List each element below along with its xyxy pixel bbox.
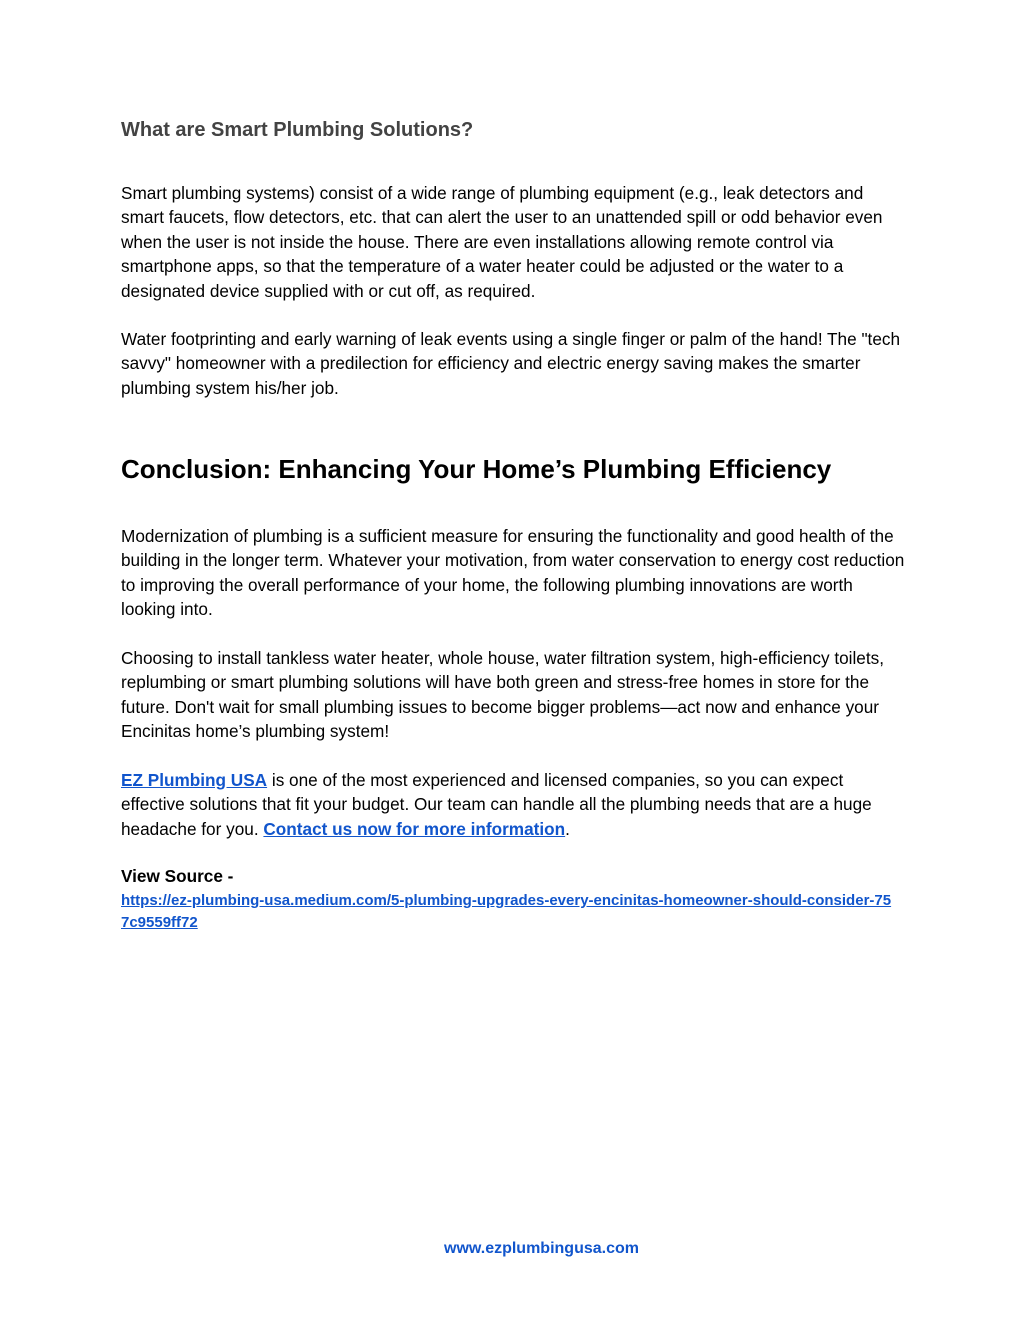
conclusion-paragraph-3 [121, 768, 911, 841]
conclusion-paragraph-2: Choosing to install tankless water heater, whole house, water filtration system, high-efficiency toilets, replumbing or smart plumbing solutions will have both green and stress-free homes in store for the future. Don't wait for small plumbing issues to become bigger problems—act now and enhance your Encinitas home’s plumbing system! [121, 648, 884, 742]
source-url-link[interactable]: https://ez-plumbing-usa.medium.com/5-plumbing-upgrades-every-encinitas-homeowner-should-consider-757c9559ff72 [121, 892, 892, 931]
company-link[interactable]: EZ Plumbing USA [121, 770, 268, 790]
conclusion-paragraph-1: Modernization of plumbing is a sufficient measure for ensuring the functionality and good health of the building in the longer term. Whatever your motivation, from water conservation to energy cost reduction to improving the overall performance of your home, the following plumbing innovations are worth looking into. [121, 526, 905, 620]
conclusion-heading: Conclusion: Enhancing Your Home’s Plumbing Efficiency [121, 454, 832, 484]
smart-plumbing-heading: What are Smart Plumbing Solutions? [121, 119, 474, 141]
smart-plumbing-paragraph-2: Water footprinting and early warning of leak events using a single finger or palm of the hand! The "tech savvy" homeowner with a predilection for efficiency and electric energy saving makes the smarter plumbing system his/her job. [121, 329, 901, 398]
contact-link[interactable]: Contact us now for more information [263, 818, 566, 839]
company-description: is one of the most experienced and licensed companies, so you can expect effective solutions that fit your budget. Our team can handle all the plumbing needs that are a huge headache for you. [121, 770, 872, 839]
smart-plumbing-paragraph-1: Smart plumbing systems) consist of a wide range of plumbing equipment (e.g., leak detectors and smart faucets, flow detectors, etc. that can alert the user to an unattended spill or odd behavior even when the user is not inside the house. There are even installations allowing remote control via smartphone apps, so that the temperature of a water heater could be adjusted or the water to a designated device supplied with or cut off, as required. [121, 183, 883, 301]
footer-website-link[interactable]: www.ezplumbingusa.com [444, 1240, 639, 1257]
paragraph-trailing-period: . [565, 818, 570, 839]
view-source-label: View Source - [121, 866, 234, 886]
